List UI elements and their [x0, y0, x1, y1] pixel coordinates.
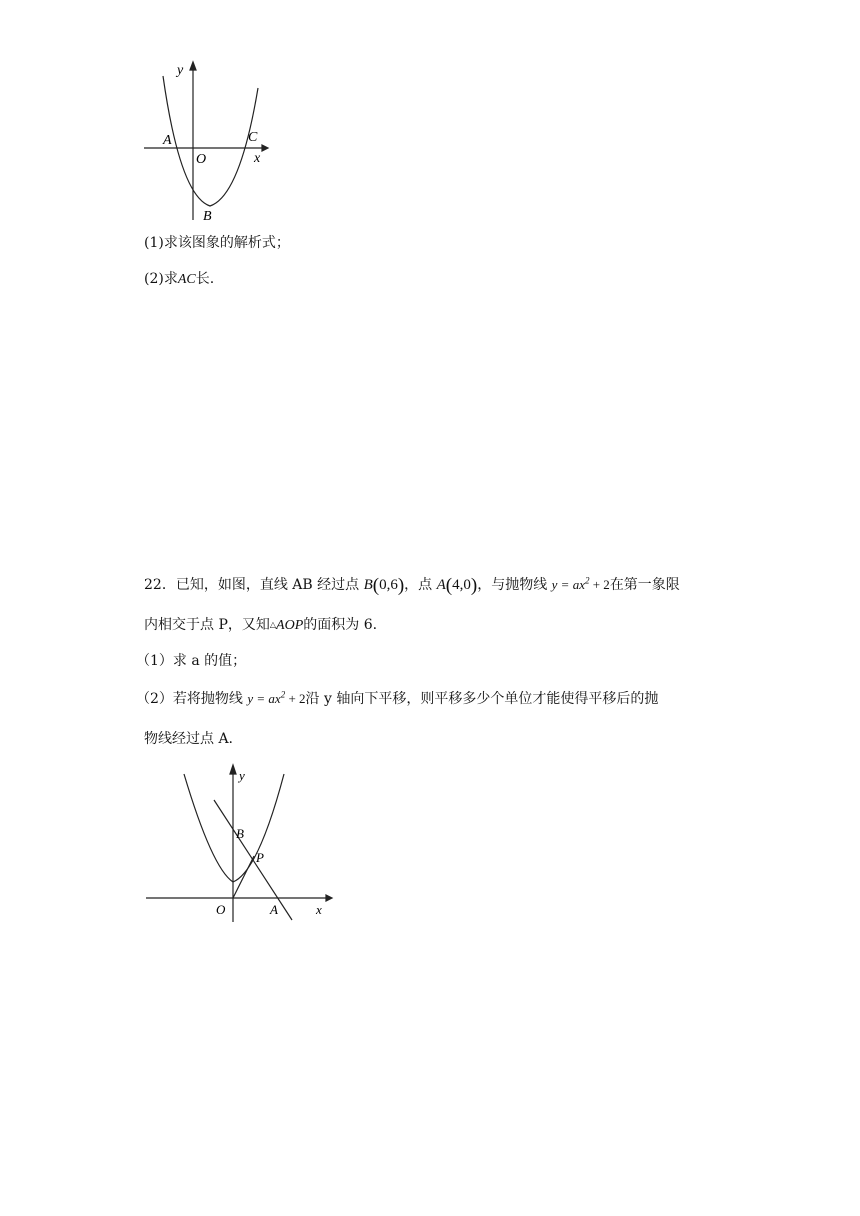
label-p: P [256, 850, 264, 865]
y-axis-arrow [190, 62, 196, 70]
q22-part2-line1 [136, 688, 658, 708]
q21-part2-prefix: (2) [144, 271, 164, 287]
figure-parabola-line-ab [140, 760, 340, 926]
label-x: x [316, 902, 322, 917]
q22-part2-line2 [144, 728, 233, 748]
parabola-equation-2 [247, 691, 305, 706]
q22-part2-t2: 沿 y 轴向下平移，则平移多少个单位才能使得平移后的抛 [305, 691, 659, 707]
q22-number: 22． [144, 577, 176, 593]
figure-parabola-abc [140, 56, 270, 226]
label-y: y [239, 768, 245, 783]
segment-op [233, 856, 254, 898]
x-axis-arrow [262, 145, 268, 151]
point-b-coords: B(0,6) [363, 575, 405, 596]
parabola-curve [163, 76, 258, 206]
q21-part2 [144, 268, 214, 288]
q22-part1 [136, 650, 246, 670]
q22-line1-t1: 已知，如图，直线 AB 经过点 [175, 577, 360, 593]
q22-line1-t2: ，点 [404, 577, 433, 593]
triangle-aop: AOP [276, 618, 304, 633]
eq2-rhs: + 2 [285, 691, 306, 706]
parabola-curve [184, 774, 284, 882]
x-axis-arrow [326, 895, 332, 901]
triangle-symbol: △ [269, 620, 277, 629]
label-a: A [270, 902, 278, 917]
label-b: B [203, 209, 212, 224]
q21-part1-prefix: (1) [144, 235, 164, 251]
q21-part1-text: 求该图象的解析式； [163, 235, 290, 251]
q21-part1 [144, 232, 290, 252]
q22-line2-t1: 内相交于点 P，又知 [144, 617, 270, 633]
q22-line2 [144, 614, 377, 634]
eq-lhs: y = ax [551, 577, 585, 592]
label-c: C [248, 130, 258, 145]
q22-line1 [144, 574, 680, 597]
point-a-values: 4,0 [452, 577, 471, 593]
label-o: O [196, 152, 207, 167]
eq2-exp: 2 [280, 689, 286, 700]
point-a-coords: A(4,0) [436, 575, 478, 596]
y-axis-arrow [230, 765, 236, 774]
line-ab [214, 800, 292, 920]
q22-line1-t3: ，与抛物线 [477, 577, 548, 593]
label-a: A [163, 133, 172, 148]
q22-part1-text: （1）求 a 的值； [136, 653, 247, 669]
label-x: x [254, 151, 261, 166]
parabola-equation [552, 577, 610, 592]
q21-part2-pre: 求 [163, 271, 178, 287]
point-b-name: B [363, 577, 373, 593]
eq-exp: 2 [584, 575, 590, 586]
q22-part2-line2-text: 物线经过点 A. [144, 731, 234, 747]
q21-part2-post: 长. [195, 271, 215, 287]
eq2-lhs: y = ax [247, 691, 281, 706]
q22-line1-t4: 在第一象限 [609, 577, 680, 593]
label-y: y [177, 63, 184, 78]
point-a-name: A [436, 577, 446, 593]
label-o: O [216, 902, 226, 917]
q21-part2-var: AC [177, 272, 196, 287]
q22-line2-t2: 的面积为 6. [303, 617, 378, 633]
q22-part2-t1: （2）若将抛物线 [136, 691, 243, 707]
eq-rhs: + 2 [589, 577, 610, 592]
label-b: B [236, 826, 244, 841]
point-b-values: 0,6 [379, 577, 398, 593]
